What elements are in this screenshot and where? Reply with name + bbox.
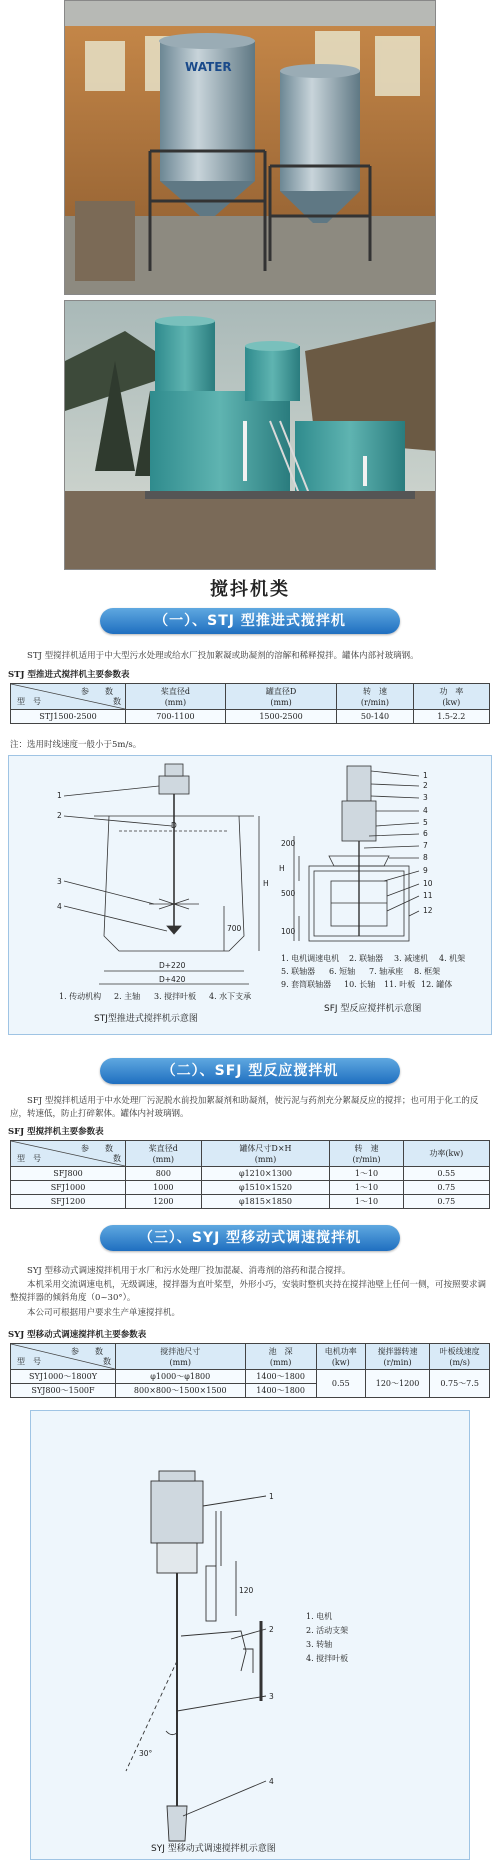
table-cell: 1～10 xyxy=(330,1167,403,1181)
section1-note: 注：选用时线速度一般小于5m/s。 xyxy=(10,740,142,750)
svg-text:4: 4 xyxy=(423,806,428,815)
table-cell: 1400～1800 xyxy=(245,1384,316,1398)
table-row xyxy=(11,710,490,724)
svg-text:3: 3 xyxy=(57,877,62,886)
table-header: 罐体尺寸D×H (mm) xyxy=(201,1141,330,1167)
table-header: 桨直径d (mm) xyxy=(126,684,226,710)
table-cell: 0.75 xyxy=(403,1181,489,1195)
legend-item: 10. 长轴 xyxy=(344,980,376,989)
legend-item: 4. 搅拌叶板 xyxy=(306,1654,349,1663)
table-cell: 1～10 xyxy=(330,1195,403,1209)
svg-text:3: 3 xyxy=(423,793,428,802)
corner-right: 数 xyxy=(113,697,121,706)
table-corner-cell xyxy=(11,1344,116,1370)
dim-d220: D+220 xyxy=(159,961,186,970)
svg-text:5: 5 xyxy=(423,818,428,827)
table-header: 搅拌池尺寸 (mm) xyxy=(116,1344,246,1370)
legend-item: 2. 主轴 xyxy=(114,992,141,1001)
table-cell: 1500-2500 xyxy=(225,710,336,724)
tank-text: WATER xyxy=(185,60,232,74)
section3-description-2: 本机采用交流调速电机，无级调速，搅拌器为直叶桨型，外形小巧，安装时整机夹持在搅拌池壁上任何一侧，可按照要求调整搅拌器的倾斜角度（0~30°）。 xyxy=(10,1280,487,1303)
table-row xyxy=(11,1195,490,1209)
dim-H-right: H xyxy=(279,864,285,873)
table-cell: SYJ800～1500F xyxy=(11,1384,116,1398)
corner-top: 参 数 xyxy=(71,1347,103,1356)
table-cell: 0.55 xyxy=(403,1167,489,1181)
legend-item: 12. 罐体 xyxy=(421,980,453,989)
table-cell: 0.75 xyxy=(403,1195,489,1209)
syj-parameter-table xyxy=(10,1343,490,1398)
table-corner-cell xyxy=(11,1141,126,1167)
table-cell: 0.75～7.5 xyxy=(430,1370,490,1398)
table-row xyxy=(11,1167,490,1181)
stj-parameter-table xyxy=(10,683,490,724)
table-header: 功 率 (kw) xyxy=(413,684,489,710)
table-header: 电机功率 (kw) xyxy=(316,1344,365,1370)
angle-label: 30° xyxy=(139,1749,153,1758)
legend-item: 4. 水下支承 xyxy=(209,992,252,1001)
syj-drawing-panel xyxy=(30,1410,470,1860)
table-header: 转 速 (r/min) xyxy=(337,684,413,710)
syj-diagram-caption: SYJ 型移动式调速搅拌机示意图 xyxy=(151,1844,276,1854)
table-cell: 700-1100 xyxy=(126,710,226,724)
svg-text:3: 3 xyxy=(269,1692,274,1701)
table-header: 功率(kw) xyxy=(403,1141,489,1167)
legend-item: 2. 活动支架 xyxy=(306,1626,349,1635)
dim-120: 120 xyxy=(239,1586,254,1595)
svg-text:1: 1 xyxy=(423,771,428,780)
section2-description: SFJ 型搅拌机适用于中水处理厂污泥脱水前投加絮凝剂和助凝剂，使污泥与药剂充分絮凝反应的搅拌；也可用于化工的反应，转速低，防止打碎絮体。罐体内衬玻璃钢。 xyxy=(10,1096,479,1119)
table-cell: φ1210×1300 xyxy=(201,1167,330,1181)
svg-text:9: 9 xyxy=(423,866,428,875)
section3-description-3: 本公司可根据用户要求生产单速搅拌机。 xyxy=(27,1308,181,1318)
legend-item: 7. 轴承座 xyxy=(369,967,404,976)
syj-drawing xyxy=(31,1411,471,1861)
corner-bottom: 型 号 xyxy=(17,1357,41,1366)
section2-banner: （二）、SFJ 型反应搅拌机 xyxy=(100,1058,400,1084)
legend-item: 1. 电机 xyxy=(306,1612,333,1621)
corner-right: 数 xyxy=(103,1357,111,1366)
corner-top: 参 数 xyxy=(81,687,113,696)
table-cell: 1000 xyxy=(126,1181,202,1195)
table-row xyxy=(11,1181,490,1195)
table-header: 转 速 (r/min) xyxy=(330,1141,403,1167)
legend-item: 6. 短轴 xyxy=(329,967,356,976)
sfj-diagram-caption: SFJ 型反应搅拌机示意图 xyxy=(324,1004,422,1014)
dim-D: D xyxy=(171,821,177,830)
svg-text:4: 4 xyxy=(269,1777,274,1786)
legend-item: 2. 联轴器 xyxy=(349,954,384,963)
table-cell: SYJ1000～1800Y xyxy=(11,1370,116,1384)
table-cell: φ1510×1520 xyxy=(201,1181,330,1195)
stj-sfj-drawing-panel xyxy=(8,755,492,1035)
photo-indoor-tanks xyxy=(64,0,436,295)
table-header: 搅拌器转速 (r/min) xyxy=(365,1344,430,1370)
section1-table-caption: STJ 型推进式搅拌机主要参数表 xyxy=(8,670,130,680)
legend-item: 5. 联轴器 xyxy=(281,967,316,976)
corner-bottom: 型 号 xyxy=(17,697,41,706)
legend-item: 1. 传动机构 xyxy=(59,992,102,1001)
section3-table-caption: SYJ 型移动式调速搅拌机主要参数表 xyxy=(8,1330,147,1340)
section3-banner: （三）、SYJ 型移动式调速搅拌机 xyxy=(100,1225,400,1251)
legend-item: 11. 叶板 xyxy=(384,980,416,989)
svg-text:1: 1 xyxy=(269,1492,274,1501)
outdoor-tanks-illustration xyxy=(65,301,436,570)
section2-table-caption: SFJ 型搅拌机主要参数表 xyxy=(8,1127,104,1137)
table-cell: 800 xyxy=(126,1167,202,1181)
table-header: 叶板线速度 (m/s) xyxy=(430,1344,490,1370)
legend-item: 8. 框架 xyxy=(414,967,441,976)
dim-H: H xyxy=(263,879,269,888)
table-cell: STJ1500-2500 xyxy=(11,710,126,724)
dim-100: 100 xyxy=(281,927,296,936)
svg-text:2: 2 xyxy=(269,1625,274,1634)
table-header: 桨直径d (mm) xyxy=(126,1141,202,1167)
table-cell: 50-140 xyxy=(337,710,413,724)
table-corner-cell xyxy=(11,684,126,710)
legend-item: 3. 搅拌叶板 xyxy=(154,992,197,1001)
table-cell: 120～1200 xyxy=(365,1370,430,1398)
section1-banner: （一）、STJ 型推进式搅拌机 xyxy=(100,608,400,634)
table-cell: SFJ1000 xyxy=(11,1181,126,1195)
table-row xyxy=(11,1370,490,1384)
page-title: 搅抖机类 xyxy=(210,579,290,600)
svg-text:6: 6 xyxy=(423,829,428,838)
table-cell: 1400～1800 xyxy=(245,1370,316,1384)
legend-item: 3. 转轴 xyxy=(306,1640,333,1649)
table-header: 池 深 (mm) xyxy=(245,1344,316,1370)
dim-200: 200 xyxy=(281,839,296,848)
dim-d420: D+420 xyxy=(159,975,186,984)
table-header: 罐直径D (mm) xyxy=(225,684,336,710)
table-cell: 1～10 xyxy=(330,1181,403,1195)
corner-right: 数 xyxy=(113,1154,121,1163)
table-cell: φ1000～φ1800 xyxy=(116,1370,246,1384)
svg-text:10: 10 xyxy=(423,879,433,888)
table-cell: SFJ1200 xyxy=(11,1195,126,1209)
section1-description: STJ 型搅拌机适用于中大型污水处理或给水厂投加絮凝或助凝剂的溶解和稀释搅拌。罐体内部衬玻璃钢。 xyxy=(27,651,419,661)
legend-item: 3. 减速机 xyxy=(394,954,429,963)
svg-text:12: 12 xyxy=(423,906,433,915)
dim-500: 500 xyxy=(281,889,296,898)
table-cell: 0.55 xyxy=(316,1370,365,1398)
svg-text:1: 1 xyxy=(57,791,62,800)
photo-outdoor-tanks xyxy=(64,300,436,570)
svg-text:8: 8 xyxy=(423,853,428,862)
svg-text:2: 2 xyxy=(57,811,62,820)
svg-text:4: 4 xyxy=(57,902,62,911)
legend-item: 1. 电机调速电机 xyxy=(281,954,340,963)
table-cell: φ1815×1850 xyxy=(201,1195,330,1209)
svg-text:2: 2 xyxy=(423,781,428,790)
section3-description-1: SYJ 型移动式调速搅拌机用于水厂和污水处理厂投加混凝、消毒剂的溶药和混合搅拌。 xyxy=(27,1266,351,1276)
indoor-tanks-illustration xyxy=(65,1,436,295)
stj-sfj-drawing xyxy=(9,756,493,1036)
corner-bottom: 型 号 xyxy=(17,1154,41,1163)
sfj-parameter-table xyxy=(10,1140,490,1209)
table-cell: 800×800～1500×1500 xyxy=(116,1384,246,1398)
corner-top: 参 数 xyxy=(81,1144,113,1153)
stj-diagram-caption: STJ型推进式搅拌机示意图 xyxy=(94,1014,198,1024)
legend-item: 9. 套筒联轴器 xyxy=(281,980,332,989)
table-cell: 1.5-2.2 xyxy=(413,710,489,724)
svg-text:7: 7 xyxy=(423,841,428,850)
svg-text:11: 11 xyxy=(423,891,433,900)
legend-item: 4. 机架 xyxy=(439,954,466,963)
table-cell: 1200 xyxy=(126,1195,202,1209)
dim-700: 700 xyxy=(227,924,242,933)
table-cell: SFJ800 xyxy=(11,1167,126,1181)
